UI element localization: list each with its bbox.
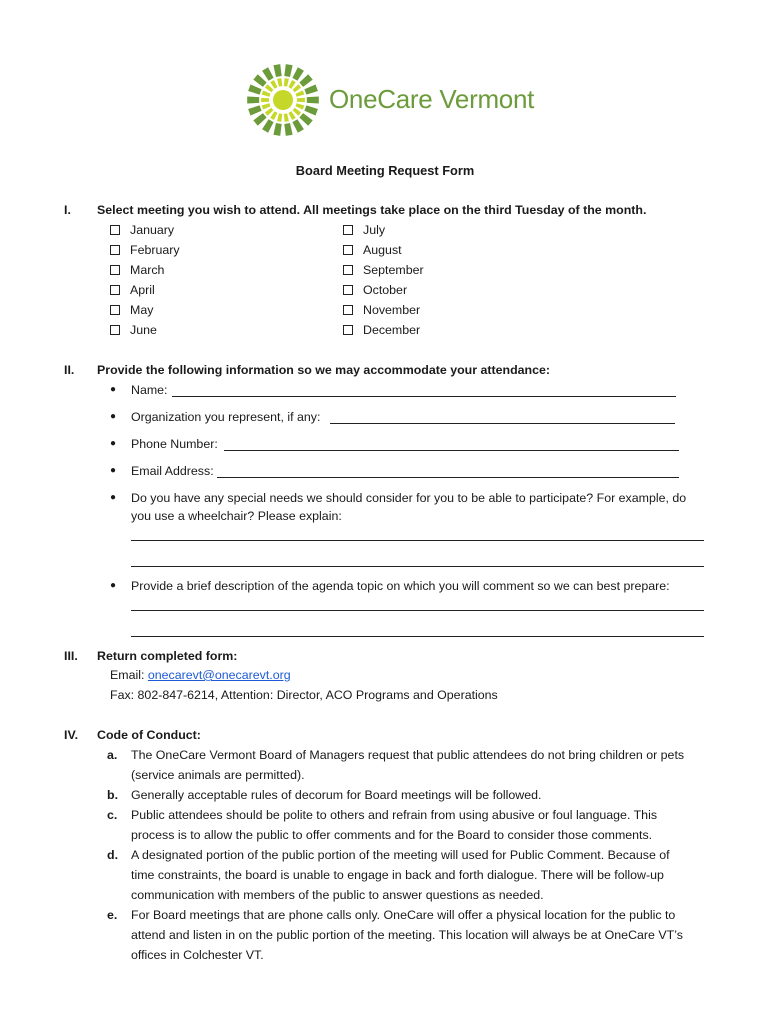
special-needs-field-line-2[interactable] (131, 566, 704, 567)
month-october[interactable] (343, 283, 407, 297)
checkbox-icon[interactable] (110, 285, 120, 295)
special-needs-field-line-1[interactable] (131, 540, 704, 541)
logo-ray (273, 123, 281, 136)
conduct-item-e-line-3: offices in Colchester VT. (131, 948, 264, 962)
month-august[interactable] (343, 243, 402, 257)
month-march[interactable] (110, 263, 164, 277)
logo-ray (284, 78, 289, 87)
return-email (110, 668, 291, 682)
checkbox-icon[interactable] (343, 325, 353, 335)
phone-label: Phone Number: (131, 437, 218, 451)
month-label: January (130, 223, 175, 237)
email-address-field[interactable] (217, 477, 679, 478)
checkbox-icon[interactable] (343, 265, 353, 275)
email-address-label: Email Address: (131, 464, 214, 478)
month-label: November (363, 303, 421, 317)
bullet-icon: ● (110, 580, 117, 591)
month-label: March (130, 263, 165, 277)
logo-ray (292, 119, 304, 133)
checkbox-icon[interactable] (110, 245, 120, 255)
logo-ray (296, 103, 305, 109)
agenda-topic-field-line-1[interactable] (131, 610, 704, 611)
logo-ray (265, 108, 274, 116)
logo-ray (299, 113, 312, 126)
bullet-icon: ● (110, 411, 117, 422)
logo-ray (293, 84, 302, 92)
logo-ray (289, 111, 296, 120)
item-letter: e. (107, 908, 118, 922)
checkbox-icon[interactable] (343, 245, 353, 255)
month-label: June (130, 323, 157, 337)
bullet-icon: ● (110, 384, 117, 395)
special-needs-question-cont: you use a wheelchair? Please explain: (131, 509, 342, 523)
month-november[interactable] (343, 303, 420, 317)
item-letter: a. (107, 748, 118, 762)
month-february[interactable] (110, 243, 180, 257)
item-letter: d. (107, 848, 119, 862)
month-label: February (130, 243, 180, 257)
email-label: Email: (110, 668, 148, 682)
logo-ray (289, 80, 296, 89)
return-fax: Fax: 802-847-6214, Attention: Director, ACO Programs and Operations (110, 688, 498, 702)
logo-ray (270, 80, 277, 89)
logo-ray (262, 91, 271, 97)
month-april[interactable] (110, 283, 155, 297)
bullet-icon: ● (110, 438, 117, 449)
logo-ray (262, 103, 271, 109)
month-label: December (363, 323, 421, 337)
name-label: Name: (131, 383, 168, 397)
logo-ray (248, 85, 262, 95)
checkbox-icon[interactable] (343, 305, 353, 315)
name-field[interactable] (172, 396, 676, 397)
month-label: October (363, 283, 408, 297)
logo-ray (253, 113, 266, 126)
form-title: Board Meeting Request Form (295, 163, 475, 178)
email-link[interactable]: onecarevt@onecarevt.org (147, 668, 291, 682)
logo-ray (296, 91, 305, 97)
logo-ray (299, 74, 312, 87)
section-4-heading: Code of Conduct: (97, 728, 201, 742)
logo-ray (297, 98, 305, 102)
logo-ray (293, 108, 302, 116)
section-4-number: IV. (64, 728, 79, 742)
conduct-item-d-line-2: time constraints, the board is unable to engage in back and forth dialogue. There will be follow-up (131, 868, 664, 882)
conduct-item-a-line-2: (service animals are permitted). (131, 768, 305, 782)
month-label: May (130, 303, 154, 317)
month-january[interactable] (110, 223, 174, 237)
logo-ray (284, 113, 289, 122)
checkbox-icon[interactable] (110, 305, 120, 315)
checkbox-icon[interactable] (343, 285, 353, 295)
logo-ray (247, 97, 259, 104)
section-3-heading: Return completed form: (97, 649, 238, 663)
agenda-topic-field-line-2[interactable] (131, 636, 704, 637)
logo-ray (292, 67, 304, 81)
conduct-item-e-line-1: For Board meetings that are phone calls only. OneCare will offer a physical location for the public to (131, 908, 676, 922)
month-label: April (130, 283, 155, 297)
section-2-number: II. (64, 363, 75, 377)
bullet-icon: ● (110, 465, 117, 476)
logo-ray (277, 113, 282, 122)
item-letter: b. (107, 788, 119, 802)
month-july[interactable] (343, 223, 385, 237)
sunburst-logo-icon (244, 62, 324, 140)
special-needs-question: Do you have any special needs we should consider for you to be able to participate? For example, do (131, 491, 687, 505)
logo-ray (273, 64, 281, 77)
logo-ray (284, 123, 292, 136)
month-label: July (363, 223, 386, 237)
conduct-item-d-line-3: communication with members of the public to answer questions as needed. (131, 888, 544, 902)
conduct-item-e-line-2: attend and listen in on the public portion of the meeting. This location will always be at OneCare VT’s (131, 928, 683, 942)
checkbox-icon[interactable] (343, 225, 353, 235)
item-letter: c. (107, 808, 118, 822)
month-september[interactable] (343, 263, 424, 277)
conduct-item-c-line-1: Public attendees should be polite to others and refrain from using abusive or foul language. This (131, 808, 658, 822)
logo-ray (304, 85, 318, 95)
month-label: September (363, 263, 424, 277)
organization-label: Organization you represent, if any: (131, 410, 321, 424)
section-1-number: I. (64, 203, 71, 217)
month-december[interactable] (343, 323, 420, 337)
logo-ray (261, 98, 269, 102)
logo-ray (307, 97, 319, 104)
logo-ray (253, 74, 266, 87)
conduct-item-c-line-2: process is to allow the public to offer comments and for the Board to consider those comments. (131, 828, 653, 842)
logo-ray (262, 119, 274, 133)
conduct-item-b-line-1: Generally acceptable rules of decorum for Board meetings will be followed. (131, 788, 542, 802)
checkbox-icon[interactable] (110, 265, 120, 275)
section-1-heading: Select meeting you wish to attend. All meetings take place on the third Tuesday of the month. (97, 203, 647, 217)
section-3-number: III. (64, 649, 78, 663)
organization-field[interactable] (330, 423, 675, 424)
phone-field[interactable] (224, 450, 679, 451)
conduct-item-a-line-1: The OneCare Vermont Board of Managers request that public attendees do not bring children or pets (131, 748, 685, 762)
month-june[interactable] (110, 323, 157, 337)
logo-text: OneCare Vermont (329, 84, 535, 114)
checkbox-icon[interactable] (110, 225, 120, 235)
logo-ray (277, 78, 282, 87)
month-label: August (363, 243, 402, 257)
onecare-logo (244, 62, 544, 140)
logo-ray (304, 105, 318, 115)
conduct-item-d-line-1: A designated portion of the public portion of the meeting will used for Public Comment. Because of (131, 848, 670, 862)
logo-ray (284, 64, 292, 77)
section-2-heading: Provide the following information so we may accommodate your attendance: (97, 363, 551, 377)
logo-ray (265, 84, 274, 92)
month-may[interactable] (110, 303, 153, 317)
bullet-icon: ● (110, 492, 117, 503)
logo-ray (248, 105, 262, 115)
logo-ray (270, 111, 277, 120)
checkbox-icon[interactable] (110, 325, 120, 335)
agenda-topic-label: Provide a brief description of the agenda topic on which you will comment so we can best prepare: (131, 579, 670, 593)
logo-ray (262, 67, 274, 81)
